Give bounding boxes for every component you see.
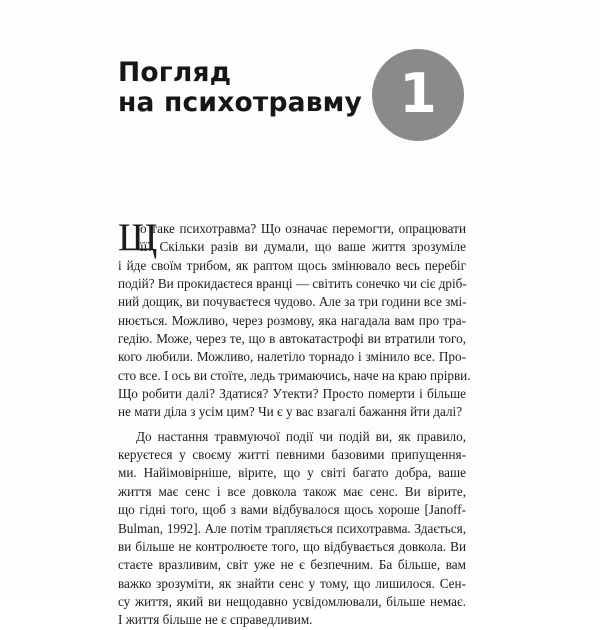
text-line: о таке психотравма? Що означає перемогти, опрацювати xyxy=(140,221,466,236)
text-line: До настання травмуючої події чи подій ви, як правило, xyxy=(136,428,466,444)
text-line: сто все. І ось ви стоїте, ледь тримаючись, наче на краю прірви. xyxy=(118,367,471,383)
drop-cap: Щ xyxy=(118,216,158,259)
text-line: керуєтеся у своєму житті певними базовими припущення- xyxy=(118,447,466,463)
body-text xyxy=(118,216,471,630)
text-line: гедію. Може, через те, що в автокатастрофі ви втратили того, xyxy=(118,331,466,347)
text-line: кого любили. Можливо, налетіло торнадо і змінило все. Про- xyxy=(118,349,466,365)
paragraph-1 xyxy=(118,216,471,422)
text-line: життя має сенс і все довкола також має сенс. Ви вірите, xyxy=(118,483,466,499)
text-line: ви більше не контролюєте того, що відбувається довкола. Ви xyxy=(118,538,466,554)
text-line: су життя, який ви нещодавно усвідомлювали, більше немає. xyxy=(118,593,466,609)
text-line: нюється. Можливо, через розмову, яка нагадала вам про тра- xyxy=(118,312,466,328)
chapter-number: 1 xyxy=(399,61,437,125)
paragraph-2 xyxy=(118,428,466,630)
text-line: що гідні того, щоб з вами відбувалося щось хороше [Janoff- xyxy=(118,502,466,518)
text-line: ми. Найімовірніше, вірите, що у світі багато добра, ваше xyxy=(118,465,466,481)
text-line: і йде своїм трибом, як раптом щось змінювало весь перебіг xyxy=(118,257,466,273)
text-line: не мати діла з усім цим? Чи є у вас взагалі бажання йти далі? xyxy=(118,404,463,420)
chapter-title-line-2: на психотравму xyxy=(118,87,363,118)
text-line: важко зрозуміти, як знайти сенс у тому, що лишилося. Сен- xyxy=(118,575,466,591)
chapter-number-badge xyxy=(372,49,464,141)
text-line: стаєте вразливим, світ уже не є безпечним. Ба більше, вам xyxy=(118,557,466,573)
text-line: Що робити далі? Здатися? Утекти? Просто померти і більше xyxy=(118,386,466,402)
text-line: її? Скільки разів ви думали, що ваше життя зрозуміле xyxy=(140,239,466,255)
chapter-title-line-1: Погляд xyxy=(118,57,232,88)
text-line: подій? Ви прокидаєтеся вранці — світить сонечко чи сіє дріб- xyxy=(118,276,467,292)
text-line: І життя більше не є справедливим. xyxy=(118,612,313,628)
text-line: ний дощик, ви почуваєтеся чудово. Але за три години все змі- xyxy=(118,294,467,310)
text-line: Bulman, 1992]. Але потім трапляється психотравма. Здається, xyxy=(118,520,466,536)
chapter-title xyxy=(118,58,362,118)
